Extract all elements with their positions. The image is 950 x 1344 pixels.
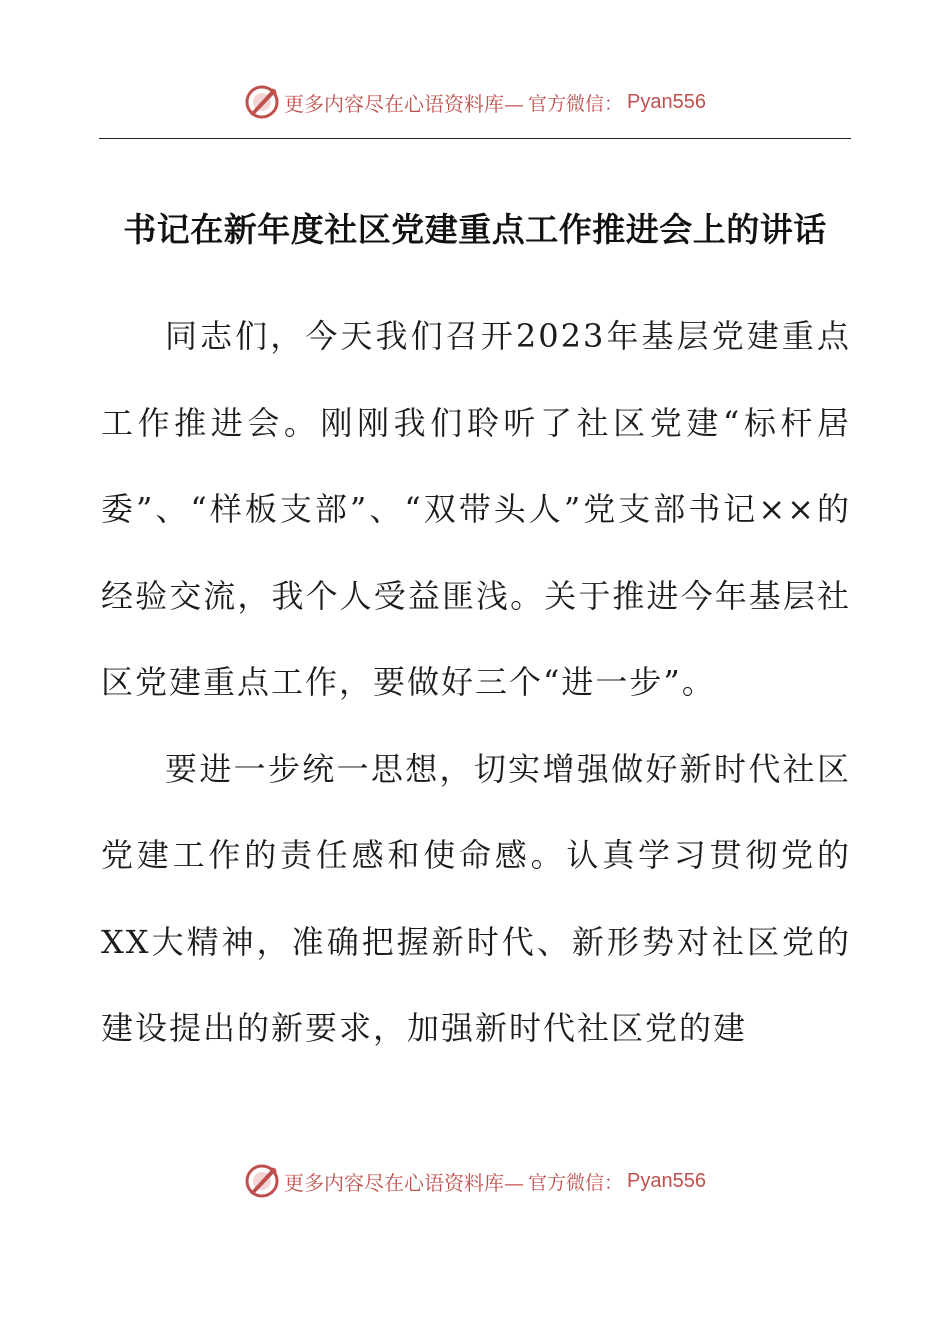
banner-text: 更多内容尽在心语资料库— bbox=[284, 1170, 524, 1195]
wechat-label: 官方微信： bbox=[528, 92, 624, 115]
quill-logo-icon bbox=[244, 1163, 280, 1199]
wechat-label: 官方微信： bbox=[528, 1171, 624, 1194]
quill-logo-icon bbox=[244, 84, 280, 120]
header-watermark-banner bbox=[0, 84, 950, 120]
body-paragraph: 同志们，今天我们召开2023年基层党建重点工作推进会。刚刚我们聆听了社区党建“标杆居委”、“样板支部”、“双带头人”党支部书记××的经验交流，我个人受益匪浅。关于推进今年基层社区党建重点工作，要做好三个“进一步”。 bbox=[101, 317, 851, 701]
footer-watermark-banner bbox=[0, 1163, 950, 1199]
document-title: 书记在新年度社区党建重点工作推进会上的讲话 bbox=[123, 210, 827, 249]
wechat-id: Pyan556 bbox=[627, 1169, 706, 1192]
wechat-id: Pyan556 bbox=[627, 90, 706, 113]
banner-text: 更多内容尽在心语资料库— bbox=[284, 91, 524, 116]
header-divider bbox=[99, 138, 851, 139]
document-body bbox=[101, 293, 851, 1072]
body-paragraph: 要进一步统一思想，切实增强做好新时代社区党建工作的责任感和使命感。认真学习贯彻党的XX大精神，准确把握新时代、新形势对社区党的建设提出的新要求，加强新时代社区党的建 bbox=[101, 749, 851, 1047]
